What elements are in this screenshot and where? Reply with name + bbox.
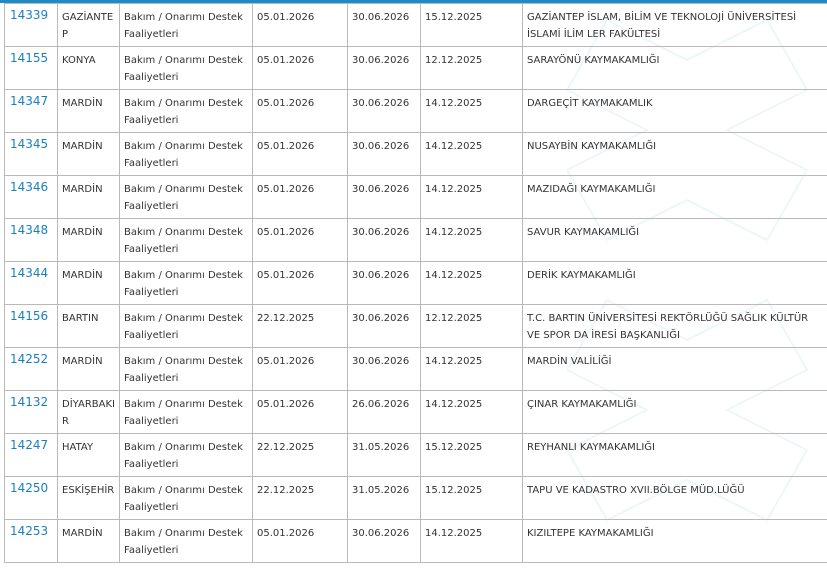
cell-activity-type-text: Bakım / Onarımı Destek Faaliyetleri (124, 98, 243, 126)
cell-end-date-text: 30.06.2026 (352, 98, 410, 109)
cell-city (58, 47, 120, 90)
cell-city-text: MARDİN (62, 184, 103, 195)
cell-activity-type (120, 176, 253, 219)
cell-activity-type (120, 47, 253, 90)
cell-end-date (348, 477, 421, 520)
cell-start-date-text: 05.01.2026 (257, 227, 315, 238)
cell-start-date-text: 22.12.2025 (257, 442, 315, 453)
cell-id (5, 348, 58, 391)
cell-activity-type (120, 391, 253, 434)
table-row (5, 219, 827, 262)
cell-institution-text: T.C. BARTIN ÜNİVERSİTESİ REKTÖRLÜĞÜ SAĞLIK KÜLTÜR VE SPOR DA İRESİ BAŞKANLIĞI (527, 313, 809, 341)
cell-id (5, 90, 58, 133)
cell-id (5, 262, 58, 305)
cell-start-date (253, 176, 348, 219)
table-row (5, 262, 827, 305)
cell-institution (523, 348, 827, 391)
listing-id-link[interactable]: 14348 (10, 223, 49, 237)
cell-end-date (348, 4, 421, 47)
cell-institution-text: ÇINAR KAYMAKAMLIĞI (527, 399, 637, 410)
cell-end-date-text: 30.06.2026 (352, 55, 410, 66)
cell-end-date-text: 31.05.2026 (352, 442, 410, 453)
cell-deadline (421, 434, 523, 477)
cell-start-date-text: 05.01.2026 (257, 55, 315, 66)
cell-city (58, 219, 120, 262)
cell-end-date-text: 26.06.2026 (352, 399, 410, 410)
cell-activity-type-text: Bakım / Onarımı Destek Faaliyetleri (124, 270, 243, 298)
cell-activity-type-text: Bakım / Onarımı Destek Faaliyetleri (124, 184, 243, 212)
cell-city-text: ESKİŞEHİR (62, 485, 115, 496)
cell-end-date-text: 30.06.2026 (352, 356, 410, 367)
cell-deadline-text: 12.12.2025 (425, 313, 483, 324)
cell-institution (523, 262, 827, 305)
cell-city (58, 90, 120, 133)
cell-end-date-text: 31.05.2026 (352, 485, 410, 496)
cell-start-date-text: 05.01.2026 (257, 528, 315, 539)
cell-city-text: GAZİANTEP (62, 12, 114, 40)
cell-city-text: MARDİN (62, 227, 103, 238)
cell-deadline (421, 90, 523, 133)
cell-start-date (253, 262, 348, 305)
cell-city-text: DİYARBAKIR (62, 399, 115, 427)
table-row (5, 4, 827, 47)
table-row (5, 47, 827, 90)
cell-deadline-text: 14.12.2025 (425, 184, 483, 195)
cell-activity-type (120, 262, 253, 305)
cell-activity-type (120, 4, 253, 47)
cell-end-date-text: 30.06.2026 (352, 184, 410, 195)
table-row (5, 434, 827, 477)
cell-city (58, 477, 120, 520)
cell-deadline (421, 391, 523, 434)
cell-activity-type-text: Bakım / Onarımı Destek Faaliyetleri (124, 313, 243, 341)
table-row (5, 133, 827, 176)
cell-institution (523, 434, 827, 477)
cell-activity-type-text: Bakım / Onarımı Destek Faaliyetleri (124, 227, 243, 255)
cell-start-date (253, 219, 348, 262)
cell-activity-type (120, 348, 253, 391)
cell-id (5, 219, 58, 262)
table-row (5, 391, 827, 434)
cell-start-date-text: 05.01.2026 (257, 141, 315, 152)
cell-end-date-text: 30.06.2026 (352, 141, 410, 152)
cell-activity-type-text: Bakım / Onarımı Destek Faaliyetleri (124, 356, 243, 384)
cell-end-date-text: 30.06.2026 (352, 227, 410, 238)
cell-institution (523, 219, 827, 262)
cell-deadline-text: 12.12.2025 (425, 55, 483, 66)
cell-end-date (348, 520, 421, 563)
listing-id-link[interactable]: 14339 (10, 8, 49, 22)
cell-start-date-text: 05.01.2026 (257, 12, 315, 23)
cell-end-date (348, 348, 421, 391)
listing-id-link[interactable]: 14344 (10, 266, 49, 280)
cell-institution (523, 4, 827, 47)
listing-id-link[interactable]: 14250 (10, 481, 49, 495)
cell-start-date-text: 22.12.2025 (257, 485, 315, 496)
table-row (5, 520, 827, 563)
cell-activity-type-text: Bakım / Onarımı Destek Faaliyetleri (124, 528, 243, 556)
listing-id-link[interactable]: 14346 (10, 180, 49, 194)
cell-activity-type-text: Bakım / Onarımı Destek Faaliyetleri (124, 55, 243, 83)
cell-activity-type (120, 90, 253, 133)
cell-start-date-text: 22.12.2025 (257, 313, 315, 324)
cell-institution-text: DARGEÇİT KAYMAKAMLIK (527, 98, 653, 109)
cell-start-date (253, 391, 348, 434)
cell-start-date (253, 434, 348, 477)
cell-start-date-text: 05.01.2026 (257, 184, 315, 195)
cell-deadline-text: 14.12.2025 (425, 528, 483, 539)
cell-start-date (253, 477, 348, 520)
listing-id-link[interactable]: 14252 (10, 352, 49, 366)
cell-deadline (421, 47, 523, 90)
results-table (4, 3, 827, 563)
cell-city-text: MARDİN (62, 141, 103, 152)
cell-activity-type (120, 520, 253, 563)
cell-activity-type (120, 305, 253, 348)
cell-deadline (421, 520, 523, 563)
cell-start-date-text: 05.01.2026 (257, 270, 315, 281)
cell-end-date (348, 262, 421, 305)
listing-id-link[interactable]: 14155 (10, 51, 49, 65)
cell-id (5, 133, 58, 176)
cell-deadline (421, 176, 523, 219)
cell-city (58, 391, 120, 434)
cell-end-date (348, 434, 421, 477)
cell-city (58, 262, 120, 305)
cell-end-date-text: 30.06.2026 (352, 528, 410, 539)
cell-city-text: KONYA (62, 55, 96, 66)
cell-end-date-text: 30.06.2026 (352, 12, 410, 23)
cell-institution-text: MAZIDAĞI KAYMAKAMLIĞI (527, 184, 656, 195)
cell-institution (523, 520, 827, 563)
cell-deadline-text: 14.12.2025 (425, 98, 483, 109)
cell-institution-text: SARAYÖNÜ KAYMAKAMLIĞI (527, 55, 660, 66)
cell-activity-type (120, 477, 253, 520)
listing-id-link[interactable]: 14345 (10, 137, 49, 151)
table-row (5, 176, 827, 219)
cell-start-date (253, 47, 348, 90)
cell-city (58, 176, 120, 219)
cell-institution (523, 305, 827, 348)
cell-deadline (421, 477, 523, 520)
cell-deadline-text: 15.12.2025 (425, 485, 483, 496)
listing-id-link[interactable]: 14156 (10, 309, 49, 323)
cell-deadline (421, 219, 523, 262)
cell-id (5, 176, 58, 219)
cell-city-text: MARDİN (62, 98, 103, 109)
cell-deadline-text: 14.12.2025 (425, 270, 483, 281)
cell-deadline-text: 15.12.2025 (425, 442, 483, 453)
cell-institution-text: TAPU VE KADASTRO XVII.BÖLGE MÜD.LÜĞÜ (527, 485, 745, 496)
cell-city-text: MARDİN (62, 270, 103, 281)
cell-id (5, 520, 58, 563)
cell-deadline-text: 14.12.2025 (425, 227, 483, 238)
cell-institution (523, 477, 827, 520)
cell-institution-text: DERİK KAYMAKAMLIĞI (527, 270, 636, 281)
cell-deadline-text: 14.12.2025 (425, 399, 483, 410)
listing-id-link[interactable]: 14253 (10, 524, 49, 538)
cell-city-text: MARDİN (62, 528, 103, 539)
cell-city (58, 133, 120, 176)
cell-deadline (421, 262, 523, 305)
cell-end-date-text: 30.06.2026 (352, 270, 410, 281)
cell-activity-type (120, 219, 253, 262)
cell-end-date (348, 47, 421, 90)
cell-institution (523, 391, 827, 434)
cell-activity-type-text: Bakım / Onarımı Destek Faaliyetleri (124, 12, 243, 40)
cell-institution-text: NUSAYBİN KAYMAKAMLIĞI (527, 141, 657, 152)
cell-institution-text: GAZİANTEP İSLAM, BİLİM VE TEKNOLOJİ ÜNİVERSİTESİ İSLAMİ İLİM LER FAKÜLTESİ (527, 12, 797, 40)
table-row (5, 90, 827, 133)
cell-id (5, 477, 58, 520)
cell-id (5, 47, 58, 90)
cell-end-date-text: 30.06.2026 (352, 313, 410, 324)
cell-institution-text: MARDİN VALİLİĞİ (527, 356, 612, 367)
cell-deadline (421, 133, 523, 176)
cell-start-date-text: 05.01.2026 (257, 356, 315, 367)
cell-start-date-text: 05.01.2026 (257, 399, 315, 410)
cell-activity-type-text: Bakım / Onarımı Destek Faaliyetleri (124, 485, 243, 513)
cell-start-date (253, 520, 348, 563)
listing-id-link[interactable]: 14247 (10, 438, 49, 452)
cell-deadline (421, 348, 523, 391)
cell-activity-type-text: Bakım / Onarımı Destek Faaliyetleri (124, 399, 243, 427)
table-row (5, 477, 827, 520)
cell-city-text: MARDİN (62, 356, 103, 367)
cell-start-date (253, 4, 348, 47)
cell-id (5, 4, 58, 47)
table-row (5, 348, 827, 391)
cell-start-date-text: 05.01.2026 (257, 98, 315, 109)
cell-deadline-text: 14.12.2025 (425, 141, 483, 152)
cell-institution-text: KIZILTEPE KAYMAKAMLIĞI (527, 528, 654, 539)
cell-institution-text: REYHANLI KAYMAKAMLIĞI (527, 442, 656, 453)
cell-deadline-text: 14.12.2025 (425, 356, 483, 367)
cell-activity-type (120, 434, 253, 477)
cell-institution (523, 90, 827, 133)
cell-city (58, 4, 120, 47)
cell-start-date (253, 133, 348, 176)
cell-city-text: BARTIN (62, 313, 99, 324)
cell-end-date (348, 133, 421, 176)
cell-institution (523, 176, 827, 219)
cell-deadline (421, 4, 523, 47)
cell-start-date (253, 90, 348, 133)
cell-activity-type (120, 133, 253, 176)
cell-end-date (348, 90, 421, 133)
cell-end-date (348, 305, 421, 348)
cell-id (5, 305, 58, 348)
table-row (5, 305, 827, 348)
cell-institution-text: SAVUR KAYMAKAMLIĞI (527, 227, 640, 238)
cell-institution (523, 133, 827, 176)
table-body (5, 4, 827, 563)
cell-end-date (348, 219, 421, 262)
cell-city-text: HATAY (62, 442, 94, 453)
cell-id (5, 391, 58, 434)
cell-id (5, 434, 58, 477)
cell-activity-type-text: Bakım / Onarımı Destek Faaliyetleri (124, 141, 243, 169)
cell-city (58, 434, 120, 477)
cell-city (58, 520, 120, 563)
cell-city (58, 348, 120, 391)
cell-start-date (253, 305, 348, 348)
cell-deadline-text: 15.12.2025 (425, 12, 483, 23)
cell-activity-type-text: Bakım / Onarımı Destek Faaliyetleri (124, 442, 243, 470)
cell-institution (523, 47, 827, 90)
listing-id-link[interactable]: 14347 (10, 94, 49, 108)
cell-start-date (253, 348, 348, 391)
listing-id-link[interactable]: 14132 (10, 395, 49, 409)
cell-end-date (348, 176, 421, 219)
cell-end-date (348, 391, 421, 434)
cell-city (58, 305, 120, 348)
cell-deadline (421, 305, 523, 348)
